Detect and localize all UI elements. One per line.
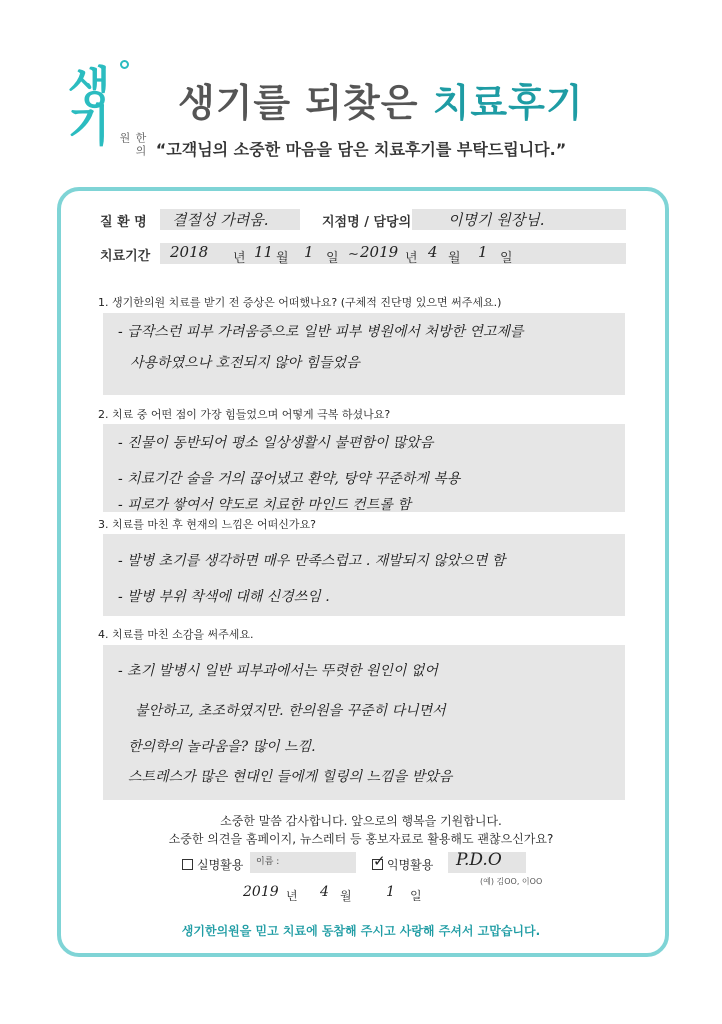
question-4: 4. 치료를 마친 소감을 써주세요. xyxy=(98,628,254,641)
closing-line-2: 소중한 의견을 홈페이지, 뉴스레터 등 홍보자료로 활용해도 괜찮으신가요? xyxy=(168,832,554,846)
sign-day-unit: 일 xyxy=(410,889,422,903)
period-start-month: 11 xyxy=(254,243,274,261)
period-tilde: ~ xyxy=(348,247,359,262)
answer-4-line-2: 불안하고, 초조하였지만. 한의원을 꾸준히 다니면서 xyxy=(135,703,446,719)
answer-2-line-2: - 치료기간 술을 거의 끊어냈고 환약, 탕약 꾸준하게 복용 xyxy=(118,471,461,487)
real-name-option[interactable] xyxy=(182,856,243,873)
name-input[interactable]: 이름 : xyxy=(250,852,356,873)
disease-label: 질 환 명 xyxy=(100,215,147,230)
anonymous-value: P.D.O xyxy=(456,850,502,870)
title-prefix: 생기를 되찾은 xyxy=(178,81,433,125)
period-day-unit-2: 일 xyxy=(500,251,513,266)
closing-line-1: 소중한 말씀 감사합니다. 앞으로의 행복을 기원합니다. xyxy=(220,814,502,828)
logo-main-text: 생기 xyxy=(59,64,110,140)
answer-4-line-3: 한의학의 놀라움을? 많이 느낌. xyxy=(128,739,316,755)
anonymous-option[interactable] xyxy=(372,852,434,873)
check-mark-icon: ✓ xyxy=(373,852,386,870)
answer-3-line-2: - 발병 부위 착색에 대해 신경쓰임 . xyxy=(118,589,330,605)
sign-day: 1 xyxy=(386,884,395,900)
answer-4-line-4: 스트레스가 많은 현대인 들에게 힐링의 느낌을 받았음 xyxy=(128,769,453,785)
answer-1-line-2: 사용하였으나 호전되지 않아 힘들었음 xyxy=(130,355,360,371)
sign-year: 2019 xyxy=(243,884,279,900)
period-start-year: 2018 xyxy=(170,243,209,261)
footer-thanks: 생기한의원을 믿고 치료에 동참해 주시고 사랑해 주셔서 고맙습니다. xyxy=(181,924,541,938)
period-year-unit-1: 년 xyxy=(233,251,246,266)
branch-value: 이명기 원장님. xyxy=(448,211,545,229)
real-name-label: 실명활용 xyxy=(197,858,244,872)
sign-month-unit: 월 xyxy=(340,889,352,903)
answer-3-line-1: - 발병 초기를 생각하면 매우 만족스럽고 . 재발되지 않았으면 함 xyxy=(118,553,506,569)
logo-dot-icon xyxy=(120,60,129,69)
period-month-unit-1: 월 xyxy=(276,251,289,266)
page-title xyxy=(178,72,584,127)
anonymous-label: 익명활용 xyxy=(387,858,434,872)
period-year-unit-2: 년 xyxy=(405,251,418,266)
period-end-month: 4 xyxy=(428,243,438,261)
answer-1-line-1: - 급작스런 피부 가려움증으로 일반 피부 병원에서 처방한 연고제를 xyxy=(118,324,524,340)
period-day-unit-1: 일 xyxy=(326,251,339,266)
answer-2-line-1: - 진물이 동반되어 평소 일상생활시 불편함이 많았음 xyxy=(118,435,434,451)
real-name-checkbox[interactable] xyxy=(182,859,193,870)
answer-4-line-1: - 초기 발병시 일반 피부과에서는 뚜렷한 원인이 없어 xyxy=(118,663,438,679)
answer-2-line-3: - 피로가 쌓여서 약도로 치료한 마인드 컨트롤 함 xyxy=(118,497,411,513)
anonymous-example: (예) 김OO, 이OO xyxy=(480,877,543,886)
sign-month: 4 xyxy=(320,884,329,900)
logo-sub-text: 한의원 xyxy=(118,132,147,158)
title-accent: 치료후기 xyxy=(432,81,584,125)
period-start-day: 1 xyxy=(304,243,314,261)
disease-value: 결절성 가려움. xyxy=(172,211,269,229)
period-end-year: 2019 xyxy=(360,243,399,261)
period-label: 치료기간 xyxy=(100,249,151,264)
question-3: 3. 치료를 마친 후 현재의 느낌은 어떠신가요? xyxy=(98,518,316,531)
branch-label: 지점명 / 담당의 xyxy=(322,215,412,230)
period-month-unit-2: 월 xyxy=(448,251,461,266)
anonymous-checkbox[interactable] xyxy=(372,852,386,870)
sign-year-unit: 년 xyxy=(286,889,298,903)
page-subtitle: “고객님의 소중한 마음을 담은 치료후기를 부탁드립니다.” xyxy=(155,140,567,159)
question-1: 1. 생기한의원 치료를 받기 전 증상은 어떠했나요? (구체적 진단명 있으면 써주세요.) xyxy=(98,296,502,309)
question-2: 2. 치료 중 어떤 점이 가장 힘들었으며 어떻게 극복 하셨나요? xyxy=(98,408,391,421)
period-end-day: 1 xyxy=(478,243,488,261)
